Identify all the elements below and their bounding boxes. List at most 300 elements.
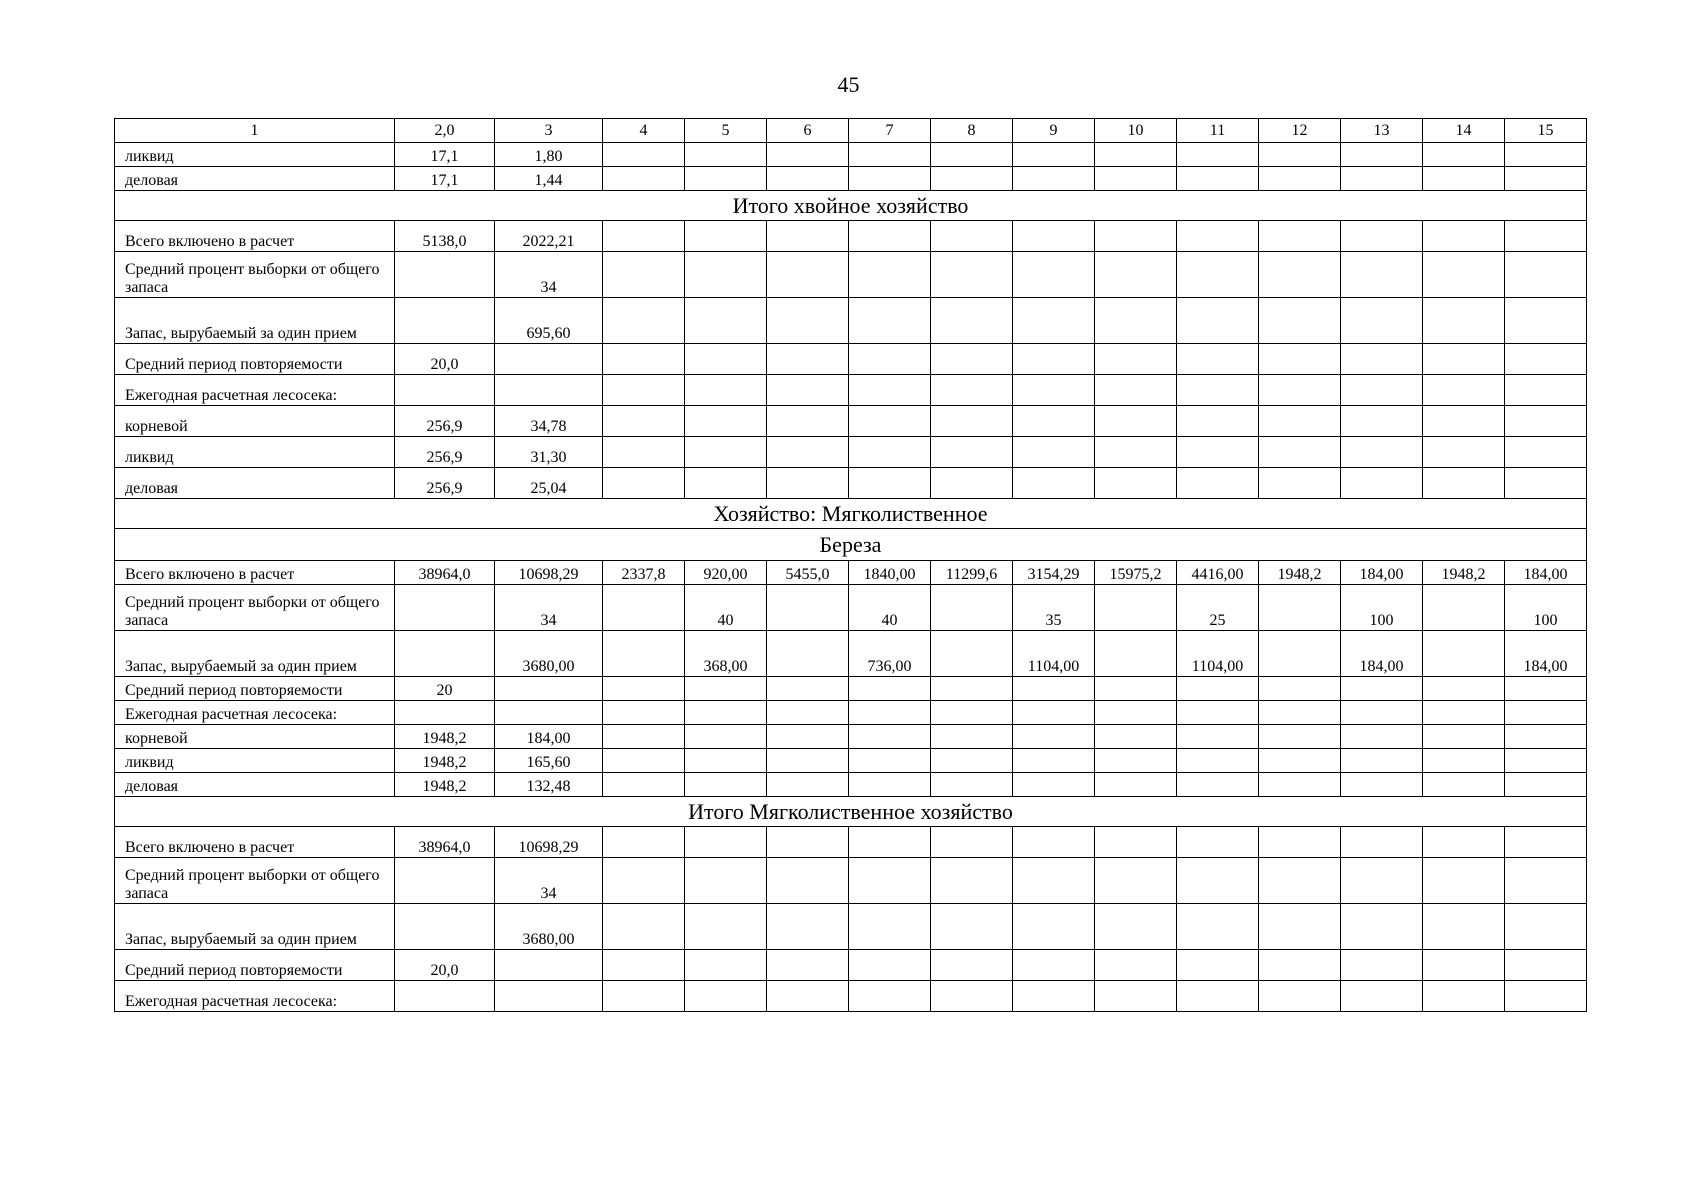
row-label: Запас, вырубаемый за один прием (115, 631, 395, 677)
row-label: деловая (115, 773, 395, 797)
table-cell (685, 468, 767, 499)
table-cell (1177, 375, 1259, 406)
table-cell: 40 (849, 585, 931, 631)
table-cell: 2022,21 (495, 221, 603, 252)
table-cell: 184,00 (1505, 561, 1587, 585)
table-cell: 38964,0 (395, 827, 495, 858)
table-cell (1177, 468, 1259, 499)
row-label: Средний период повторяемости (115, 950, 395, 981)
table-cell (603, 437, 685, 468)
table-cell (1095, 858, 1177, 904)
table-cell (395, 252, 495, 298)
table-row (115, 167, 1587, 191)
table-cell: 3680,00 (495, 904, 603, 950)
table-cell: 5455,0 (767, 561, 849, 585)
table-cell (1259, 858, 1341, 904)
row-label: корневой (115, 406, 395, 437)
table-cell: 17,1 (395, 143, 495, 167)
table-cell (1505, 375, 1587, 406)
column-number-row (115, 119, 1587, 143)
table-cell (849, 981, 931, 1012)
table-cell (685, 298, 767, 344)
table-cell (931, 950, 1013, 981)
table-cell (849, 701, 931, 725)
table-cell (931, 406, 1013, 437)
table-cell (1177, 221, 1259, 252)
section-header-row (115, 499, 1587, 529)
table-cell (1341, 677, 1423, 701)
section-header-row (115, 191, 1587, 221)
table-cell (1505, 981, 1587, 1012)
table-cell (931, 858, 1013, 904)
row-label: Всего включено в расчет (115, 827, 395, 858)
table-cell (1013, 437, 1095, 468)
table-cell (1013, 375, 1095, 406)
table-cell (1259, 904, 1341, 950)
table-cell (849, 221, 931, 252)
table-cell: 3154,29 (1013, 561, 1095, 585)
row-label: Запас, вырубаемый за один прием (115, 298, 395, 344)
table-cell (603, 981, 685, 1012)
table-cell: 40 (685, 585, 767, 631)
table-cell (603, 298, 685, 344)
table-cell (1505, 858, 1587, 904)
table-cell (1259, 677, 1341, 701)
table-cell (1095, 298, 1177, 344)
table-cell: 256,9 (395, 437, 495, 468)
table-cell (1095, 143, 1177, 167)
row-label: Средний период повторяемости (115, 344, 395, 375)
table-cell (1341, 344, 1423, 375)
table-cell (767, 167, 849, 191)
table-cell (1095, 749, 1177, 773)
table-row (115, 561, 1587, 585)
table-cell (1095, 221, 1177, 252)
table-cell (1423, 375, 1505, 406)
table-cell (1259, 950, 1341, 981)
table-row (115, 701, 1587, 725)
table-cell (1259, 298, 1341, 344)
row-label: Средний период повторяемости (115, 677, 395, 701)
table-cell: 368,00 (685, 631, 767, 677)
table-cell (1423, 677, 1505, 701)
table-cell (395, 701, 495, 725)
table-cell (1177, 252, 1259, 298)
table-cell (931, 143, 1013, 167)
table-cell (1013, 904, 1095, 950)
table-cell (1259, 749, 1341, 773)
table-row (115, 950, 1587, 981)
table-cell (1177, 773, 1259, 797)
table-cell (1505, 252, 1587, 298)
table-cell (931, 375, 1013, 406)
table-cell (603, 468, 685, 499)
table-cell (395, 858, 495, 904)
table-cell: 1948,2 (1259, 561, 1341, 585)
table-cell (1259, 437, 1341, 468)
table-cell (767, 677, 849, 701)
section-header-row (115, 529, 1587, 561)
table-cell (685, 749, 767, 773)
row-label: Ежегодная расчетная лесосека: (115, 701, 395, 725)
table-cell (1177, 858, 1259, 904)
row-label: Всего включено в расчет (115, 561, 395, 585)
table-cell: 35 (1013, 585, 1095, 631)
table-cell (685, 773, 767, 797)
table-cell: 184,00 (1505, 631, 1587, 677)
table-cell (1177, 167, 1259, 191)
table-cell (1341, 375, 1423, 406)
table-cell (1423, 701, 1505, 725)
table-row (115, 981, 1587, 1012)
row-label: деловая (115, 468, 395, 499)
row-label: Средний процент выборки от общего запаса (115, 585, 395, 631)
table-cell (1505, 406, 1587, 437)
table-cell (1013, 298, 1095, 344)
table-cell (603, 585, 685, 631)
table-row (115, 677, 1587, 701)
table-cell (495, 375, 603, 406)
table-cell (1341, 167, 1423, 191)
table-cell (603, 749, 685, 773)
table-cell (603, 725, 685, 749)
table-row (115, 221, 1587, 252)
column-number-header: 11 (1177, 119, 1259, 143)
table-cell (1505, 701, 1587, 725)
table-cell (1505, 167, 1587, 191)
column-number-header: 7 (849, 119, 931, 143)
table-cell: 25 (1177, 585, 1259, 631)
table-cell: 100 (1341, 585, 1423, 631)
table-cell (767, 904, 849, 950)
table-cell (1013, 344, 1095, 375)
column-number-header: 10 (1095, 119, 1177, 143)
column-number-header: 12 (1259, 119, 1341, 143)
table-cell (1013, 950, 1095, 981)
table-cell (1095, 252, 1177, 298)
table-cell (767, 375, 849, 406)
table-cell (1423, 298, 1505, 344)
table-cell: 20,0 (395, 950, 495, 981)
table-cell (1505, 749, 1587, 773)
table-cell (1259, 701, 1341, 725)
table-cell (603, 252, 685, 298)
table-cell: 1948,2 (395, 749, 495, 773)
table-cell (603, 773, 685, 797)
table-cell: 1104,00 (1177, 631, 1259, 677)
table-cell: 34 (495, 252, 603, 298)
table-cell (685, 406, 767, 437)
section-title: Итого хвойное хозяйство (115, 191, 1587, 221)
row-label: Ежегодная расчетная лесосека: (115, 981, 395, 1012)
table-cell (1013, 773, 1095, 797)
row-label: Запас, вырубаемый за один прием (115, 904, 395, 950)
table-cell (931, 167, 1013, 191)
table-cell (931, 437, 1013, 468)
table-cell (1013, 749, 1095, 773)
table-cell (1095, 701, 1177, 725)
table-cell (1423, 221, 1505, 252)
table-row (115, 585, 1587, 631)
table-cell (1259, 631, 1341, 677)
table-cell (1095, 406, 1177, 437)
table-cell: 3680,00 (495, 631, 603, 677)
table-cell (1013, 167, 1095, 191)
table-cell (849, 167, 931, 191)
table-cell (395, 375, 495, 406)
table-cell (603, 406, 685, 437)
table-cell: 11299,6 (931, 561, 1013, 585)
section-header-row (115, 797, 1587, 827)
table-cell (685, 701, 767, 725)
table-cell (603, 904, 685, 950)
table-cell (767, 981, 849, 1012)
column-number-header: 3 (495, 119, 603, 143)
table-cell (1259, 167, 1341, 191)
table-cell (685, 950, 767, 981)
table-cell (1095, 981, 1177, 1012)
table-cell (767, 631, 849, 677)
table-cell (849, 344, 931, 375)
table-cell (1177, 827, 1259, 858)
table-cell (931, 677, 1013, 701)
table-body (115, 119, 1587, 1012)
table-cell (1177, 904, 1259, 950)
table-cell (685, 677, 767, 701)
table-cell (1013, 406, 1095, 437)
table-cell (849, 858, 931, 904)
table-cell (1177, 344, 1259, 375)
table-cell (495, 677, 603, 701)
table-cell (1423, 585, 1505, 631)
table-cell (603, 167, 685, 191)
table-cell (767, 221, 849, 252)
section-title: Береза (115, 529, 1587, 561)
table-cell (1423, 406, 1505, 437)
table-cell (767, 298, 849, 344)
table-cell (767, 252, 849, 298)
table-cell (1423, 344, 1505, 375)
table-cell: 1948,2 (395, 773, 495, 797)
forest-calculation-table (114, 118, 1587, 1012)
table-cell (1177, 677, 1259, 701)
row-label: ликвид (115, 437, 395, 468)
table-cell: 736,00 (849, 631, 931, 677)
table-cell: 165,60 (495, 749, 603, 773)
table-cell (1259, 773, 1341, 797)
table-cell (1505, 221, 1587, 252)
table-cell: 15975,2 (1095, 561, 1177, 585)
table-cell (1013, 143, 1095, 167)
table-cell (1013, 827, 1095, 858)
row-label: ликвид (115, 143, 395, 167)
table-cell (1013, 981, 1095, 1012)
column-number-header: 14 (1423, 119, 1505, 143)
table-cell (603, 631, 685, 677)
table-cell (1423, 468, 1505, 499)
table-cell (685, 252, 767, 298)
table-cell (395, 585, 495, 631)
table-cell (685, 375, 767, 406)
column-number-header: 13 (1341, 119, 1423, 143)
table-cell (1505, 437, 1587, 468)
table-row (115, 631, 1587, 677)
table-cell (767, 143, 849, 167)
table-cell (1423, 773, 1505, 797)
table-cell (1013, 677, 1095, 701)
table-cell (767, 950, 849, 981)
table-cell (1013, 701, 1095, 725)
table-cell (1095, 725, 1177, 749)
table-cell (767, 468, 849, 499)
table-cell (603, 143, 685, 167)
table-cell (395, 298, 495, 344)
table-cell (685, 221, 767, 252)
column-number-header: 2,0 (395, 119, 495, 143)
table-cell (1423, 950, 1505, 981)
table-cell: 1,44 (495, 167, 603, 191)
table-cell: 25,04 (495, 468, 603, 499)
table-cell: 184,00 (1341, 561, 1423, 585)
page-number: 45 (837, 72, 860, 97)
table-cell (767, 749, 849, 773)
table-cell (1423, 827, 1505, 858)
table-cell (931, 904, 1013, 950)
table-cell: 184,00 (495, 725, 603, 749)
table-cell (767, 437, 849, 468)
column-number-header: 9 (1013, 119, 1095, 143)
table-cell (1505, 950, 1587, 981)
table-cell (685, 904, 767, 950)
table-cell (1095, 468, 1177, 499)
table-cell: 34 (495, 585, 603, 631)
table-cell (603, 701, 685, 725)
table-cell (931, 725, 1013, 749)
table-cell (931, 981, 1013, 1012)
table-cell: 17,1 (395, 167, 495, 191)
table-cell (931, 252, 1013, 298)
section-title: Хозяйство: Мягколиственное (115, 499, 1587, 529)
table-cell: 34 (495, 858, 603, 904)
table-cell (1341, 252, 1423, 298)
table-cell (849, 143, 931, 167)
table-cell (1177, 725, 1259, 749)
table-cell (1177, 298, 1259, 344)
table-cell: 695,60 (495, 298, 603, 344)
table-cell (1423, 904, 1505, 950)
table-cell (1259, 981, 1341, 1012)
table-cell (1259, 221, 1341, 252)
table-cell (1505, 344, 1587, 375)
table-cell: 1948,2 (1423, 561, 1505, 585)
table-cell (849, 725, 931, 749)
table-cell: 2337,8 (603, 561, 685, 585)
column-number-header: 4 (603, 119, 685, 143)
table-cell: 1948,2 (395, 725, 495, 749)
table-cell (1423, 437, 1505, 468)
table-cell (1259, 375, 1341, 406)
table-cell (1423, 143, 1505, 167)
table-cell (849, 773, 931, 797)
table-cell (1259, 344, 1341, 375)
table-cell (685, 981, 767, 1012)
table-cell (1341, 773, 1423, 797)
table-cell: 1,80 (495, 143, 603, 167)
row-label: Средний процент выборки от общего запаса (115, 858, 395, 904)
table-row (115, 252, 1587, 298)
table-row (115, 725, 1587, 749)
row-label: Всего включено в расчет (115, 221, 395, 252)
table-cell (1423, 631, 1505, 677)
table-cell (931, 221, 1013, 252)
table-row (115, 749, 1587, 773)
table-cell (1177, 143, 1259, 167)
table-cell (685, 858, 767, 904)
table-cell (849, 406, 931, 437)
table-cell (767, 725, 849, 749)
row-label: Ежегодная расчетная лесосека: (115, 375, 395, 406)
table-cell (1013, 858, 1095, 904)
table-cell: 256,9 (395, 406, 495, 437)
table-cell (1505, 298, 1587, 344)
table-cell (931, 773, 1013, 797)
table-cell (767, 585, 849, 631)
table-cell (849, 677, 931, 701)
table-cell (1259, 252, 1341, 298)
table-cell (1095, 631, 1177, 677)
table-cell (1341, 143, 1423, 167)
table-cell: 10698,29 (495, 827, 603, 858)
table-cell (767, 773, 849, 797)
table-cell (931, 585, 1013, 631)
table-cell (1259, 406, 1341, 437)
table-cell (1341, 904, 1423, 950)
table-cell (1177, 749, 1259, 773)
table-cell (1259, 143, 1341, 167)
table-cell (931, 344, 1013, 375)
table-cell (603, 375, 685, 406)
table-cell (603, 827, 685, 858)
table-cell (1341, 725, 1423, 749)
table-cell (931, 298, 1013, 344)
table-cell (685, 167, 767, 191)
table-cell: 10698,29 (495, 561, 603, 585)
table-cell (1095, 677, 1177, 701)
column-number-header: 8 (931, 119, 1013, 143)
table-cell (495, 344, 603, 375)
table-cell: 20,0 (395, 344, 495, 375)
table-cell (1341, 858, 1423, 904)
row-label: Средний процент выборки от общего запаса (115, 252, 395, 298)
row-label: корневой (115, 725, 395, 749)
table-cell (1505, 143, 1587, 167)
table-cell: 256,9 (395, 468, 495, 499)
table-cell (603, 677, 685, 701)
table-cell (849, 437, 931, 468)
table-cell (1095, 773, 1177, 797)
table-cell (1505, 773, 1587, 797)
table-cell (1013, 725, 1095, 749)
table-cell (849, 827, 931, 858)
table-cell (1505, 827, 1587, 858)
table-cell: 20 (395, 677, 495, 701)
table-cell (849, 950, 931, 981)
table-cell (1423, 252, 1505, 298)
table-cell (685, 344, 767, 375)
table-cell (1423, 749, 1505, 773)
table-row (115, 298, 1587, 344)
table-cell (931, 749, 1013, 773)
